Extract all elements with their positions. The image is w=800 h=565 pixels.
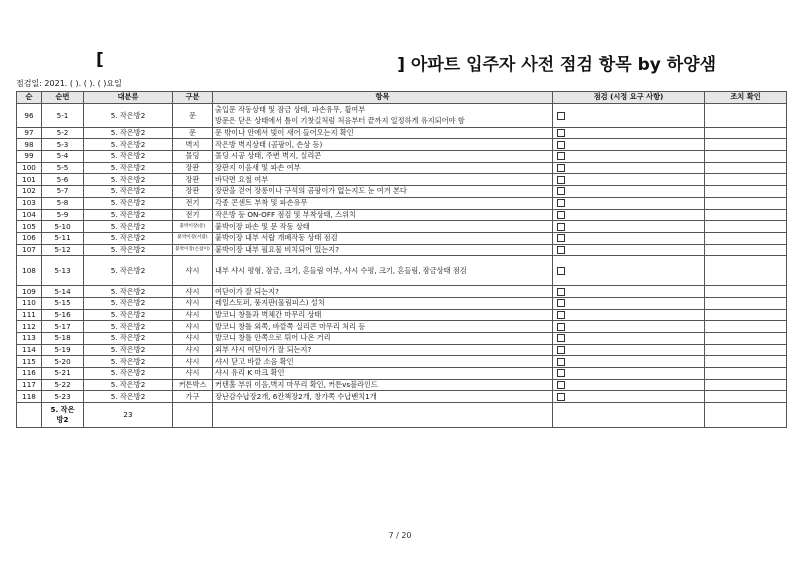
row-check-cell <box>553 379 705 391</box>
row-no: 118 <box>17 391 42 403</box>
row-item <box>213 103 553 127</box>
row-division: 몰딩 <box>173 151 213 163</box>
row-seq: 5-15 <box>42 297 84 309</box>
row-category: 5. 작은방2 <box>84 321 173 333</box>
row-item <box>213 333 553 345</box>
row-category: 5. 작은방2 <box>84 297 173 309</box>
row-seq: 5-21 <box>42 368 84 380</box>
checkbox-icon[interactable] <box>557 323 565 331</box>
table-row <box>17 103 787 127</box>
checkbox-icon[interactable] <box>557 267 565 275</box>
row-no: 107 <box>17 244 42 256</box>
checkbox-icon[interactable] <box>557 381 565 389</box>
row-seq: 5-7 <box>42 186 84 198</box>
row-division: 장판 <box>173 186 213 198</box>
row-item-text: 여닫이가 잘 되는지? <box>215 286 279 296</box>
table-row <box>17 232 787 244</box>
row-item-text: 바닥면 요철 여부 <box>215 174 269 184</box>
row-action-cell <box>705 297 787 309</box>
row-division: 장판 <box>173 162 213 174</box>
checkbox-icon[interactable] <box>557 234 565 242</box>
checkbox-icon[interactable] <box>557 346 565 354</box>
checkbox-icon[interactable] <box>557 393 565 401</box>
row-no: 101 <box>17 174 42 186</box>
row-item-text: 붙박이장 파손 및 문 작동 상태 <box>215 221 310 231</box>
checkbox-icon[interactable] <box>557 199 565 207</box>
header-check: 점검 (시정 요구 사항) <box>553 92 705 104</box>
row-category: 5. 작은방2 <box>84 151 173 163</box>
row-item-text: 작은방 벽지상태 (곰팡이, 손상 등) <box>215 139 323 149</box>
row-no: 102 <box>17 186 42 198</box>
row-no: 109 <box>17 286 42 298</box>
row-division: 샤시 <box>173 356 213 368</box>
row-division: 가구 <box>173 391 213 403</box>
row-item <box>213 197 553 209</box>
row-check-cell <box>553 186 705 198</box>
row-division: 붙박이장(서랍) <box>173 232 213 244</box>
row-item <box>213 368 553 380</box>
row-category: 5. 작은방2 <box>84 221 173 233</box>
row-action-cell <box>705 162 787 174</box>
row-check-cell <box>553 151 705 163</box>
row-item <box>213 174 553 186</box>
header-action: 조치 확인 <box>705 92 787 104</box>
row-category: 5. 작은방2 <box>84 232 173 244</box>
row-item <box>213 379 553 391</box>
row-item-text: 발코니 창틀 외쪽, 바깥쪽 실리콘 마무리 처리 등 <box>215 321 366 331</box>
row-category: 5. 작은방2 <box>84 286 173 298</box>
table-row <box>17 333 787 345</box>
header-no: 순 <box>17 92 42 104</box>
row-item-text: 붙박이장 내부 필요물 비치되어 있는지? <box>215 244 340 254</box>
document-title <box>96 50 716 74</box>
row-no: 115 <box>17 356 42 368</box>
table-row <box>17 297 787 309</box>
row-action-cell <box>705 127 787 139</box>
row-no: 98 <box>17 139 42 151</box>
row-action-cell <box>705 391 787 403</box>
checklist-table <box>16 91 787 428</box>
row-category: 5. 작은방2 <box>84 356 173 368</box>
row-item <box>213 127 553 139</box>
row-no: 114 <box>17 344 42 356</box>
row-seq: 5-10 <box>42 221 84 233</box>
row-item-text: 장판지 이음새 및 파손 여부 <box>215 163 301 173</box>
row-category: 5. 작은방2 <box>84 244 173 256</box>
row-check-cell <box>553 333 705 345</box>
row-seq: 5-17 <box>42 321 84 333</box>
row-check-cell <box>553 309 705 321</box>
row-action-cell <box>705 286 787 298</box>
row-seq: 5-9 <box>42 209 84 221</box>
row-check-cell <box>553 344 705 356</box>
row-item <box>213 344 553 356</box>
row-seq: 5-19 <box>42 344 84 356</box>
row-item <box>213 232 553 244</box>
row-seq: 5-18 <box>42 333 84 345</box>
row-category: 5. 작은방2 <box>84 209 173 221</box>
row-action-cell <box>705 356 787 368</box>
summary-empty <box>17 403 42 428</box>
header-item: 항목 <box>213 92 553 104</box>
row-category: 5. 작은방2 <box>84 344 173 356</box>
row-check-cell <box>553 256 705 286</box>
row-no: 106 <box>17 232 42 244</box>
row-category: 5. 작은방2 <box>84 391 173 403</box>
row-category: 5. 작은방2 <box>84 103 173 127</box>
row-item <box>213 162 553 174</box>
row-action-cell <box>705 103 787 127</box>
row-division: 샤시 <box>173 333 213 345</box>
row-no: 117 <box>17 379 42 391</box>
row-seq: 5-12 <box>42 244 84 256</box>
row-check-cell <box>553 368 705 380</box>
table-row <box>17 309 787 321</box>
summary-empty <box>173 403 213 428</box>
checkbox-icon[interactable] <box>557 288 565 296</box>
row-check-cell <box>553 209 705 221</box>
summary-row <box>17 403 787 428</box>
summary-empty <box>213 403 553 428</box>
summary-empty <box>553 403 705 428</box>
row-item <box>213 256 553 286</box>
row-action-cell <box>705 256 787 286</box>
row-check-cell <box>553 244 705 256</box>
row-seq: 5-16 <box>42 309 84 321</box>
row-item <box>213 391 553 403</box>
row-action-cell <box>705 244 787 256</box>
row-seq: 5-13 <box>42 256 84 286</box>
row-category: 5. 작은방2 <box>84 127 173 139</box>
row-seq: 5-6 <box>42 174 84 186</box>
row-division: 샤시 <box>173 297 213 309</box>
page-number: 7 / 20 <box>388 531 412 540</box>
row-item-text: 장난감수납장2개, 6칸책장2개, 창가쪽 수납벤치1개 <box>215 391 377 401</box>
row-division: 장판 <box>173 174 213 186</box>
row-item-text: 레일스토퍼, 풍지판(물림피스) 설치 <box>215 298 325 308</box>
row-item <box>213 221 553 233</box>
row-item-text: 내부 샤시 평형, 잠금, 크기, 흔들림 여부, 샤시 수평, 크기, 흔들림, 잠금상태 점검 <box>215 265 467 275</box>
table-row <box>17 139 787 151</box>
row-no: 103 <box>17 197 42 209</box>
table-row <box>17 162 787 174</box>
row-item <box>213 151 553 163</box>
row-category: 5. 작은방2 <box>84 256 173 286</box>
summary-category-line1: 5. 작은 <box>50 405 75 415</box>
checkbox-icon[interactable] <box>557 223 565 231</box>
row-action-cell <box>705 186 787 198</box>
row-action-cell <box>705 368 787 380</box>
row-category: 5. 작은방2 <box>84 379 173 391</box>
table-row <box>17 174 787 186</box>
row-no: 96 <box>17 103 42 127</box>
row-item <box>213 297 553 309</box>
checkbox-icon[interactable] <box>557 112 565 120</box>
table-row <box>17 344 787 356</box>
row-division: 붙박이장(문) <box>173 221 213 233</box>
table-row <box>17 321 787 333</box>
row-action-cell <box>705 321 787 333</box>
title-text: ] 아파트 입주자 사전 점검 항목 by 하양샘 <box>397 55 716 75</box>
table-row <box>17 356 787 368</box>
table-row <box>17 286 787 298</box>
row-action-cell <box>705 344 787 356</box>
row-no: 113 <box>17 333 42 345</box>
row-item-text: 문 밖이나 안에서 빛이 새어 들어오는지 확인 <box>215 128 354 138</box>
row-division: 샤시 <box>173 368 213 380</box>
row-item-text: 샤시 유리 K 마크 확인 <box>215 368 285 378</box>
row-item-text: 샤시 닫고 바깥 소음 확인 <box>215 356 294 366</box>
checkbox-icon[interactable] <box>557 176 565 184</box>
row-check-cell <box>553 297 705 309</box>
row-category: 5. 작은방2 <box>84 174 173 186</box>
row-division: 전기 <box>173 209 213 221</box>
row-action-cell <box>705 309 787 321</box>
header-division: 구분 <box>173 92 213 104</box>
checkbox-icon[interactable] <box>557 311 565 319</box>
checkbox-icon[interactable] <box>557 164 565 172</box>
row-seq: 5-4 <box>42 151 84 163</box>
table-row <box>17 127 787 139</box>
row-category: 5. 작은방2 <box>84 333 173 345</box>
row-check-cell <box>553 232 705 244</box>
row-no: 100 <box>17 162 42 174</box>
row-item-text: 몰딩 시공 상태, 주변 벽지, 실리콘 <box>215 151 322 161</box>
row-seq: 5-5 <box>42 162 84 174</box>
row-category: 5. 작은방2 <box>84 368 173 380</box>
row-no: 108 <box>17 256 42 286</box>
row-action-cell <box>705 197 787 209</box>
row-division: 샤시 <box>173 286 213 298</box>
row-check-cell <box>553 139 705 151</box>
table-row <box>17 379 787 391</box>
row-seq: 5-3 <box>42 139 84 151</box>
row-item-text: 작은방 등 ON-OFF 점검 및 부착상태, 스위치 <box>215 209 356 219</box>
checkbox-icon[interactable] <box>557 369 565 377</box>
row-no: 112 <box>17 321 42 333</box>
row-action-cell <box>705 221 787 233</box>
row-seq: 5-14 <box>42 286 84 298</box>
row-seq: 5-11 <box>42 232 84 244</box>
checkbox-icon[interactable] <box>557 334 565 342</box>
row-action-cell <box>705 232 787 244</box>
header-seq: 순번 <box>42 92 84 104</box>
row-item-text: 외부 샤시 여닫이가 잘 되는지? <box>215 345 312 355</box>
row-no: 116 <box>17 368 42 380</box>
row-seq: 5-20 <box>42 356 84 368</box>
row-category: 5. 작은방2 <box>84 162 173 174</box>
summary-empty <box>705 403 787 428</box>
row-no: 111 <box>17 309 42 321</box>
header-row <box>17 92 787 104</box>
table-body <box>17 103 787 402</box>
summary-count: 23 <box>84 403 173 428</box>
checkbox-icon[interactable] <box>557 129 565 137</box>
row-item-text-2: 방문은 닫은 상태에서 틈이 기찻길처럼 처음부터 끝까지 일정하게 유지되어야 함 <box>215 116 465 126</box>
row-check-cell <box>553 321 705 333</box>
row-no: 97 <box>17 127 42 139</box>
checkbox-icon[interactable] <box>557 187 565 195</box>
checkbox-icon[interactable] <box>557 152 565 160</box>
row-division: 샤시 <box>173 309 213 321</box>
row-action-cell <box>705 209 787 221</box>
row-division: 벽지 <box>173 139 213 151</box>
row-category: 5. 작은방2 <box>84 197 173 209</box>
table-row <box>17 368 787 380</box>
row-item <box>213 244 553 256</box>
row-seq: 5-23 <box>42 391 84 403</box>
row-item <box>213 321 553 333</box>
row-check-cell <box>553 103 705 127</box>
row-division: 커튼박스 <box>173 379 213 391</box>
row-division: 붙박이장(손잡이) <box>173 244 213 256</box>
row-division: 문 <box>173 127 213 139</box>
summary-category <box>42 403 84 428</box>
row-category: 5. 작은방2 <box>84 309 173 321</box>
table-row <box>17 244 787 256</box>
row-item-text: 출입문 작동상태 및 잠금 상태, 파손유무, 휨여부 <box>215 105 366 115</box>
row-division: 샤시 <box>173 321 213 333</box>
row-division: 샤시 <box>173 256 213 286</box>
table-row <box>17 209 787 221</box>
row-seq: 5-1 <box>42 103 84 127</box>
row-check-cell <box>553 356 705 368</box>
checkbox-icon[interactable] <box>557 141 565 149</box>
row-seq: 5-8 <box>42 197 84 209</box>
row-action-cell <box>705 139 787 151</box>
row-check-cell <box>553 174 705 186</box>
checkbox-icon[interactable] <box>557 246 565 254</box>
title-open-bracket: [ <box>96 50 104 70</box>
row-item <box>213 286 553 298</box>
table-row <box>17 186 787 198</box>
row-action-cell <box>705 174 787 186</box>
table-row <box>17 391 787 403</box>
row-item-text: 커텐홀 부위 이음,벽지 마무리 확인, 커튼vs블라인드 <box>215 380 378 390</box>
header-category: 대분류 <box>84 92 173 104</box>
row-no: 104 <box>17 209 42 221</box>
row-action-cell <box>705 151 787 163</box>
table-row <box>17 151 787 163</box>
row-category: 5. 작은방2 <box>84 186 173 198</box>
summary-category-line2: 방2 <box>56 415 69 425</box>
row-no: 99 <box>17 151 42 163</box>
table-row <box>17 256 787 286</box>
row-division: 샤시 <box>173 344 213 356</box>
row-division: 전기 <box>173 197 213 209</box>
checkbox-icon[interactable] <box>557 299 565 307</box>
row-no: 110 <box>17 297 42 309</box>
row-action-cell <box>705 333 787 345</box>
row-check-cell <box>553 391 705 403</box>
row-item-text: 발코니 창틀과 벽체간 마무리 상태 <box>215 309 322 319</box>
table-row <box>17 197 787 209</box>
row-category: 5. 작은방2 <box>84 139 173 151</box>
row-no: 105 <box>17 221 42 233</box>
checkbox-icon[interactable] <box>557 211 565 219</box>
row-item <box>213 209 553 221</box>
row-check-cell <box>553 286 705 298</box>
row-seq: 5-22 <box>42 379 84 391</box>
checkbox-icon[interactable] <box>557 358 565 366</box>
row-item-text: 각종 콘센트 부착 및 파손유무 <box>215 198 308 208</box>
row-item <box>213 309 553 321</box>
row-item <box>213 356 553 368</box>
row-check-cell <box>553 221 705 233</box>
row-item <box>213 186 553 198</box>
row-check-cell <box>553 162 705 174</box>
row-seq: 5-2 <box>42 127 84 139</box>
inspection-date-line: 점검일: 2021. ( ). ( ). ( )요일 <box>16 79 122 88</box>
row-action-cell <box>705 379 787 391</box>
row-item <box>213 139 553 151</box>
table-row <box>17 221 787 233</box>
row-check-cell <box>553 127 705 139</box>
row-item-text: 장판을 걷어 장롱이나 구석의 곰팡이가 없는지도 눈 여겨 본다 <box>215 186 407 196</box>
row-check-cell <box>553 197 705 209</box>
row-division: 문 <box>173 103 213 127</box>
row-item-text: 발코니 창틀 안쪽으로 튀어 나온 거리 <box>215 333 331 343</box>
row-item-text: 붙박이장 내부 서랍 개폐작동 상태 점검 <box>215 233 338 243</box>
